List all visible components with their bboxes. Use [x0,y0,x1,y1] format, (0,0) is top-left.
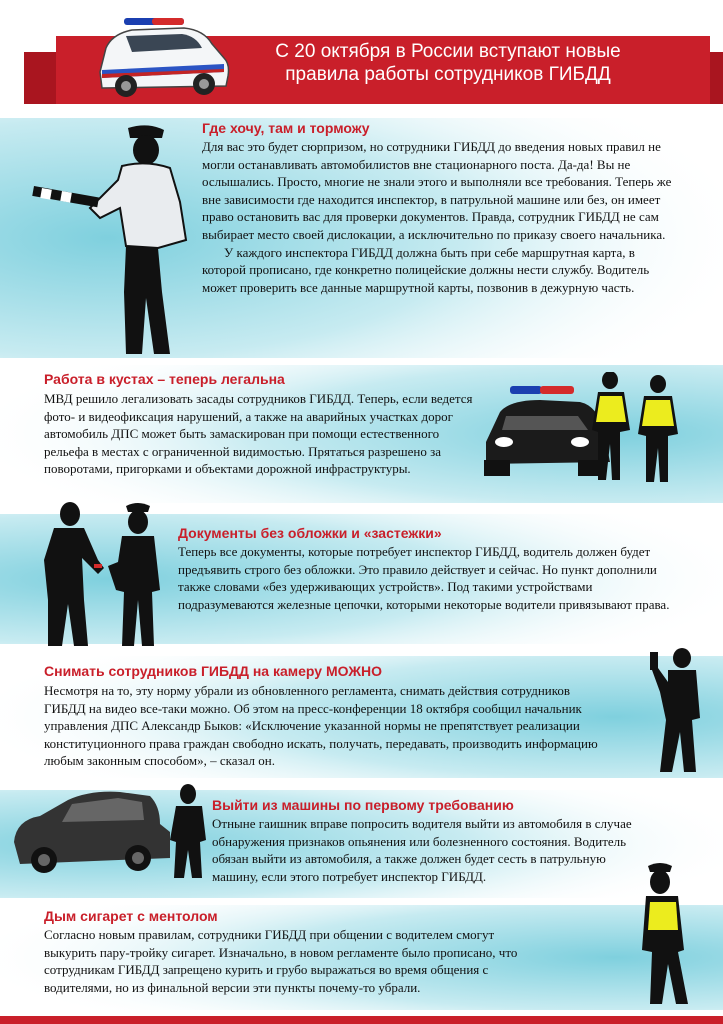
police-car-icon [92,14,232,104]
patrol-car-and-officers-silhouette [480,372,695,492]
car-and-driver-silhouette [10,780,210,880]
page-title: С 20 октября в России вступают новые правила работы сотрудников ГИБДД [275,41,621,85]
driver-handing-documents-silhouette [38,500,173,650]
section-3-title: Документы без обложки и «застежки» [178,525,442,541]
section-4-paragraph-1: Несмотря на то, эту норму убрали из обновленного регламента, снимать действия сотрудников ГИБДД на видео все-таки можно. Об этом на пресс-конференции 18 октября сообщил начальник управления ДПС Александр Быков: «Исключение указанной нормы не препятствует реализации конституционного права граждан свободно искать, получать, передавать, производить информацию любым законным способом», – сказал он. [44,683,598,769]
section-5-body [212,815,644,885]
section-2-title: Работа в кустах – теперь легальна [44,371,285,387]
section-1-paragraph-2: У каждого инспектора ГИБДД должна быть при себе маршрутная карта, в которой прописано, где конкретно полицейские должны нести службу. Водитель может проверить все данные маршрутной карты, позвонив в дежурную часть. [202,244,650,295]
section-2-paragraph-1: МВД решило легализовать засады сотрудников ГИБДД. Теперь, если ведется фото- и видеофиксация нарушений, а также на аварийных участках дорог автомобиль ДПС может быть замаскирован при помощи естественного рельефа в местах с ограниченной видимостью. Прятаться разрешено за поворотами, пригорками и объектами дорожной инфраструктуры. [44,391,473,477]
section-3-paragraph-1: Теперь все документы, которые потребует инспектор ГИБДД, водитель должен будет предъявить строго без обложки. Это правило действует и сейчас. Но пункт дополнили также словами «без удерживающих устройств». Под такими устройствами подразумеваются железные цепочки, которыми некоторые водители привязывают права. [178,544,670,612]
section-1-body [202,138,677,296]
section-4-body [44,682,612,770]
section-4-title: Снимать сотрудников ГИБДД на камеру МОЖНО [44,663,382,679]
traffic-officer-with-baton-silhouette [30,122,200,360]
section-6-title: Дым сигарет с ментолом [44,908,218,924]
section-2-body [44,390,476,478]
section-3-body [178,543,678,613]
section-6-body [44,926,544,996]
section-1-title: Где хочу, там и торможу [202,120,370,136]
officer-blocking-camera-silhouette [640,648,705,776]
section-5-title: Выйти из машины по первому требованию [212,797,514,813]
footer-band [0,1016,723,1024]
section-5-paragraph-1: Отныне гаишник вправе попросить водителя выйти из автомобиля в случае обнаружения признаков опьянения или болезненного состояния. Водитель обязан выйти из автомобиля, а также должен будет сесть в патрульную машину, если этого потребует инспектор ГИБДД. [212,816,632,884]
smoking-officer-silhouette [632,860,712,1010]
section-1-paragraph-1: Для вас это будет сюрпризом, но сотрудники ГИБДД до введения новых правил не могли останавливать автомобилистов вне стационарного поста. Да-да! Вы не ослышались. Просто, многие не знали этого и выполняли все требования. Теперь же вне зависимости где находится инспектор, в патрульной машине или без, он имеет право остановить вас для проверки документов. Правда, сотрудник ГИБДД не сам выбирает место своей дислокации, а исключительно по приказу своего начальника. [202,139,672,242]
section-6-paragraph-1: Согласно новым правилам, сотрудники ГИБДД при общении с водителем смогут выкурить пару-тройку сигарет. Изначально, в новом регламенте было прописано, что сотрудникам ГИБДД запрещено курить и грубо выражаться во время общения с водителями, но из финальной версии эти пункты почему-то убрали. [44,927,518,995]
